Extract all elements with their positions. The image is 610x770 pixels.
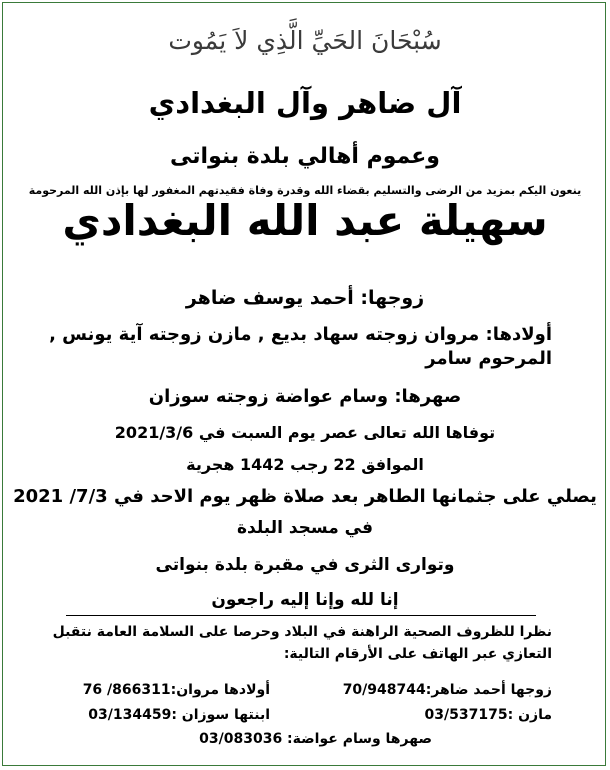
- death-date-line: توفاها الله تعالى عصر يوم السبت في 2021/3/6: [114, 423, 496, 442]
- contact-husband: زوجها أحمد ضاهر:70/948744: [342, 682, 552, 698]
- mourning-line: ينعون اليكم بمزيد من الرضى والتسليم بقضاء الله وقدرة وفاة فقيدتهم المغفور لها بإذن الله المرحومة: [28, 184, 582, 197]
- condolence-note-line-2: التعازي عبر الهاتف على الأرقام التالية:: [283, 646, 552, 662]
- closing-verse: إنا لله وإنا إليه راجعون: [211, 590, 399, 610]
- burial-line: وتوارى الثرى في مقبرة بلدة بنواتى: [155, 555, 455, 575]
- village-line: وعموم أهالي بلدة بنواتى: [170, 144, 440, 169]
- condolence-note-line-1: نظرا للظروف الصحية الراهنة في البلاد وحرصا على السلامة العامة نتقبل: [52, 624, 552, 640]
- hijri-date-line: الموافق 22 رجب 1442 هجرية: [186, 455, 424, 474]
- contact-sons: أولادها مروان:866311/ 76: [82, 682, 270, 698]
- children-line-2: المرحوم سامر: [425, 348, 552, 369]
- funeral-prayer-line: يصلي على جثمانها الطاهر بعد صلاة ظهر يوم الاحد في 7/3/ 2021: [13, 486, 597, 507]
- contact-mazen: مازن :03/537175: [424, 707, 552, 723]
- divider: [66, 615, 536, 616]
- header-verse: سُبْحَانَ الحَيِّ الَّذِي لاَ يَمُوت: [168, 26, 442, 55]
- children-line-1: أولادها: مروان زوجته سهاد بديع , مازن زوجته آية يونس ,: [49, 324, 552, 345]
- families-title: آل ضاهر وآل البغدادي: [148, 86, 462, 120]
- contact-son-in-law: صهرها وسام عواضة: 03/083036: [199, 731, 432, 747]
- son-in-law-line: صهرها: وسام عواضة زوجته سوزان: [148, 386, 462, 407]
- mosque-line: في مسجد البلدة: [236, 518, 373, 538]
- deceased-name: سهيلة عبد الله البغدادي: [62, 196, 548, 245]
- contact-daughter: ابنتها سوزان :03/134459: [88, 707, 270, 723]
- husband-line: زوجها: أحمد يوسف ضاهر: [185, 287, 425, 309]
